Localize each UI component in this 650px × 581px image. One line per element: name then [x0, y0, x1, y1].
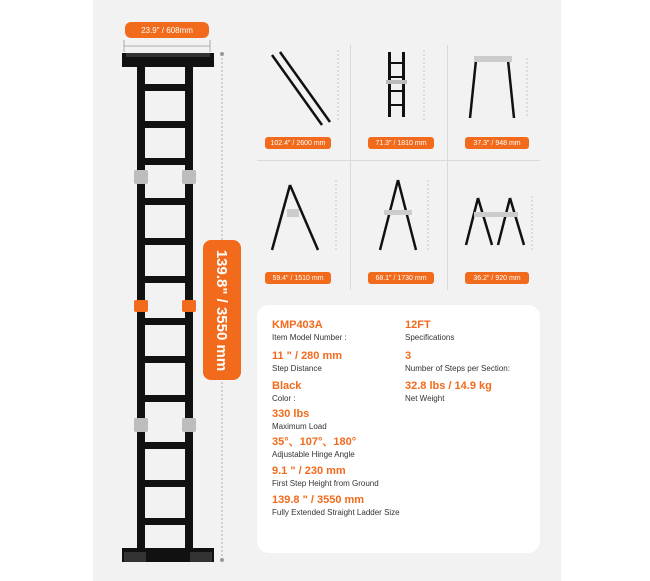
config-label-4: 59.4" / 1510 mm — [265, 272, 331, 284]
spec-label: First Step Height from Ground — [272, 479, 379, 488]
config-label-6: 36.2" / 920 mm — [465, 272, 529, 284]
spec-max-load — [272, 408, 327, 432]
spec-value: Black — [272, 380, 302, 392]
config-label-2: 71.3" / 1810 mm — [368, 137, 434, 149]
spec-value: 9.1 " / 230 mm — [272, 465, 346, 477]
spec-label: Maximum Load — [272, 422, 327, 431]
spec-value: KMP403A — [272, 319, 323, 331]
config-label-5: 68.1" / 1730 mm — [368, 272, 434, 284]
spec-value: 35°、107°、180° — [272, 436, 357, 448]
height-dimension-text: 139.8" / 3550 mm — [213, 249, 231, 371]
spec-label: Color : — [272, 394, 296, 403]
spec-label: Step Distance — [272, 364, 322, 373]
spec-value: 139.8 " / 3550 mm — [272, 494, 365, 506]
spec-label: Adjustable Hinge Angle — [272, 450, 355, 459]
config-label-3: 37.3" / 948 mm — [465, 137, 529, 149]
spec-model — [272, 319, 347, 343]
spec-value: 330 lbs — [272, 408, 310, 420]
spec-extended-size — [272, 494, 400, 518]
spec-specification — [405, 319, 454, 343]
spec-label: Item Model Number : — [272, 333, 347, 342]
spec-hinge-angle — [272, 436, 356, 460]
spec-label: Number of Steps per Section: — [405, 364, 510, 373]
spec-value: 12FT — [405, 319, 431, 331]
spec-step-distance — [272, 350, 342, 374]
spec-value: 3 — [405, 350, 412, 362]
spec-value: 11 " / 280 mm — [272, 350, 343, 362]
spec-color — [272, 380, 301, 404]
spec-net-weight — [405, 380, 492, 404]
spec-label: Specifications — [405, 333, 455, 342]
spec-label: Net Weight — [405, 394, 445, 403]
config-label-1: 102.4" / 2600 mm — [265, 137, 331, 149]
spec-value: 32.8 lbs / 14.9 kg — [405, 380, 492, 392]
spec-first-step — [272, 465, 379, 489]
spec-steps-per-section — [405, 350, 510, 374]
spec-label: Fully Extended Straight Ladder Size — [272, 508, 400, 517]
width-dimension-badge: 23.9" / 608mm — [125, 22, 209, 38]
